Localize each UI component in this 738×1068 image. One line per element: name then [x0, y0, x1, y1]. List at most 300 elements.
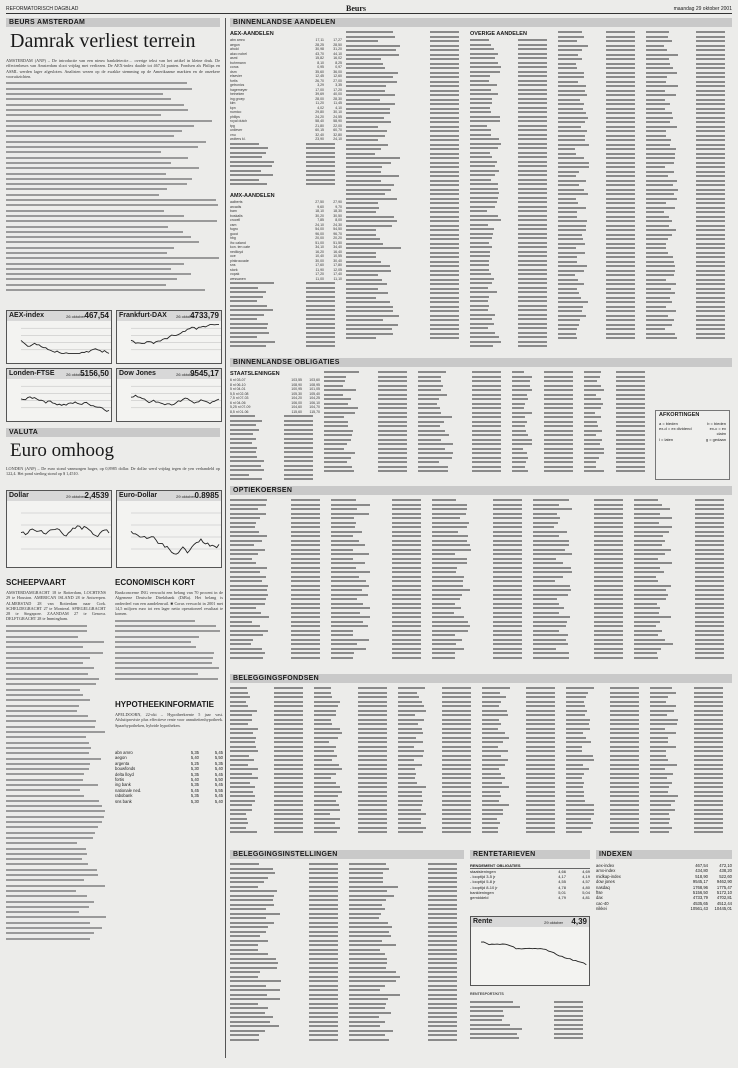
row-value: 23,90: [315, 137, 324, 141]
row-placeholder: [230, 830, 274, 835]
row-placeholder: [306, 344, 342, 349]
row-value: 4,66: [558, 869, 566, 874]
text-line: [6, 662, 83, 664]
row-value: 4,55: [558, 879, 566, 885]
row-placeholder: [309, 1038, 345, 1043]
rendement-sub: RENDEMENT OBLIGATIES: [470, 863, 590, 869]
row-value: 4,79: [558, 895, 566, 901]
data-column: [230, 862, 345, 1052]
row-value: 438,20: [719, 868, 732, 874]
row-value: 17,20: [315, 272, 324, 276]
row-value: 30,50: [333, 213, 342, 218]
row-value: 5,35: [214, 760, 223, 766]
row-label: bankleningen: [470, 889, 494, 895]
text-line: [6, 130, 182, 132]
text-line: [6, 157, 188, 159]
text-line: [6, 146, 198, 148]
row-label: pinkroccade: [230, 258, 249, 263]
row-value: 9545,17: [692, 879, 708, 885]
data-column: [398, 686, 478, 846]
beurs-article: [6, 58, 220, 305]
obligaties-header: BINNENLANDSE OBLIGATIES: [230, 358, 732, 367]
rente-chart-name: Rente: [473, 918, 493, 925]
text-line: [6, 98, 171, 100]
row-value: 58,90: [333, 119, 342, 123]
row-value: 8,10: [317, 60, 324, 65]
text-line: [6, 220, 217, 222]
text-line: [6, 188, 167, 190]
row-placeholder: [331, 656, 392, 661]
row-label: rabobank: [115, 793, 133, 799]
row-label: philips: [230, 114, 240, 119]
text-line: [6, 120, 212, 122]
row-value: 18,30: [333, 209, 342, 213]
scheepvaart-text: [6, 590, 106, 940]
text-line: [6, 747, 91, 749]
text-line: [6, 938, 90, 940]
row-value: 4733,79: [692, 895, 708, 901]
row-label: boskalis: [230, 213, 243, 218]
chart-name: Londen-FTSE: [9, 370, 55, 377]
row-label: cac-40: [596, 900, 609, 906]
text-line: [6, 826, 98, 828]
text-line: [6, 125, 194, 127]
text-line: [115, 667, 219, 669]
row-value: 5,50: [214, 777, 223, 783]
text-line: [115, 662, 212, 664]
row-label: kpn: [230, 105, 236, 110]
row-value: 4,69: [582, 869, 590, 874]
row-value: 105,30: [291, 391, 302, 396]
text-line: [6, 630, 87, 632]
text-line: [115, 646, 196, 648]
row-label: getronics: [230, 83, 245, 87]
text-line: [6, 241, 199, 243]
chart-header: [7, 311, 111, 321]
text-line: [6, 906, 89, 908]
text-line: [6, 226, 168, 228]
indexen-rows: [596, 863, 732, 912]
row-value: 36,00: [333, 69, 342, 74]
data-column: [558, 30, 642, 352]
row-value: 5,45: [190, 787, 199, 793]
row-value: 3,35: [335, 83, 342, 87]
row-placeholder: [558, 336, 606, 341]
row-value: 12,60: [333, 74, 342, 78]
text-line: [6, 763, 90, 765]
column-header: OVERIGE AANDELEN: [470, 31, 527, 37]
text-line: [6, 667, 94, 669]
row-value: 54,00: [315, 227, 324, 231]
row-label: 5,25 nl 07-09: [230, 405, 251, 409]
row-value: 24,55: [333, 114, 342, 119]
data-column: [230, 192, 342, 352]
row-value: 5,25: [190, 760, 199, 766]
row-value: 43,70: [315, 51, 324, 56]
row-value: 16,40: [333, 249, 342, 254]
row-value: 3,29: [317, 83, 324, 87]
row-value: 5,40: [214, 798, 223, 804]
chart-header: [117, 491, 221, 501]
row-value: 5,04: [582, 889, 590, 895]
row-label: gucci: [230, 231, 239, 236]
row-placeholder: [418, 469, 472, 474]
economisch-kort-text: [115, 590, 223, 685]
table-row: [230, 830, 310, 835]
row-label: a = bieden: [659, 421, 678, 426]
chart-date: 26 oktober: [176, 314, 195, 319]
row-value: 4512,44: [716, 900, 732, 906]
row-value: 24,10: [315, 222, 324, 227]
row-label: l = laten: [659, 436, 674, 442]
text-line: [6, 247, 174, 249]
row-label: nasdaq: [596, 884, 610, 890]
rente-line: [481, 942, 586, 965]
afkortingen-box: [655, 410, 730, 480]
text-line: [6, 715, 88, 717]
row-label: ing bank: [115, 782, 131, 788]
row-value: 5,45: [214, 793, 223, 799]
table-row: [230, 344, 342, 349]
data-column: [470, 30, 554, 352]
row-label: 5,5 nl 02-08: [230, 391, 249, 396]
row-value: 115,60: [291, 409, 302, 414]
valuta-article: LONDEN (ANP) – De euro stond vanmorgen hoger, op 0,8985 dollar. De dollar werd vrijdag tegen de yen verhandeld op 122,4. Het pond sterling stond op $ 1,4510.: [6, 466, 220, 477]
data-column: [230, 370, 320, 482]
table-row: [230, 656, 327, 661]
row-value: 11,45: [333, 101, 342, 105]
row-value: 7,85: [317, 218, 324, 222]
chart-line: [131, 395, 219, 405]
table-row: [512, 469, 580, 474]
text-line: [6, 268, 171, 270]
row-value: 11,90: [315, 267, 324, 272]
table-row: [558, 336, 642, 341]
row-label: arcadis: [230, 204, 242, 209]
rente-chart: [470, 916, 590, 986]
row-placeholder: [428, 1038, 464, 1043]
row-label: 8 nl 06-10: [230, 382, 246, 387]
row-label: wessanen: [230, 276, 246, 281]
text-line: [6, 183, 187, 185]
row-label: hagemeyer: [230, 87, 248, 92]
text-line: [6, 194, 159, 196]
text-line: [6, 810, 105, 812]
row-placeholder: [284, 477, 320, 482]
row-value: 108,95: [309, 382, 320, 387]
chart-header: [117, 311, 221, 321]
chart-date: 26 oktober: [66, 372, 85, 377]
row-value: 24,20: [315, 114, 324, 119]
chart-line: [131, 325, 219, 344]
row-label: numico: [230, 110, 242, 114]
row-label: argenta: [115, 760, 130, 766]
text-line: [6, 874, 98, 876]
row-value: 100,95: [291, 387, 302, 391]
indexen-table: [596, 863, 732, 1053]
text-line: [6, 252, 167, 254]
valuta-header: VALUTA: [6, 428, 220, 437]
row-label: wolters kl.: [230, 137, 246, 141]
row-value: 51,00: [315, 240, 324, 245]
text-line: [6, 215, 184, 217]
row-label: vnu: [230, 132, 236, 137]
rentetarieven-header: RENTETARIEVEN: [470, 850, 590, 859]
text-line: [6, 167, 199, 169]
beleggingsfondsen-header: BELEGGINGSFONDSEN: [230, 674, 732, 683]
row-label: crucell: [230, 218, 241, 222]
row-value: g = gedaan: [705, 436, 726, 442]
row-placeholder: [696, 336, 732, 341]
rendement-table: [470, 863, 590, 913]
text-line: [6, 284, 166, 286]
row-value: 24,30: [333, 222, 342, 227]
rente-plot: [471, 927, 589, 985]
row-placeholder: [650, 830, 694, 835]
row-value: 518,90: [695, 873, 708, 879]
scheepvaart-filler: [6, 625, 106, 940]
newspaper-name: REFORMATORISCH DAGBLAD: [6, 6, 79, 12]
row-value: 60,70: [333, 128, 342, 132]
row-label: ing groep: [230, 96, 245, 101]
row-placeholder: [274, 830, 310, 835]
row-value: 17,60: [315, 263, 324, 267]
row-value: 34,40: [333, 245, 342, 249]
rente-chart-value: 4,39: [571, 917, 587, 926]
text-line: [6, 842, 77, 844]
text-line: [6, 694, 83, 696]
row-value: 108,90: [291, 382, 302, 387]
data-column: [432, 498, 529, 670]
row-value: 18,10: [315, 209, 324, 213]
chart-name: Euro-Dollar: [119, 492, 158, 499]
text-line: [115, 657, 213, 659]
beurs-headline: Damrak verliest terrein: [10, 30, 196, 52]
chart-plot: [7, 379, 113, 415]
row-value: 96,00: [315, 231, 324, 236]
row-value: 5,35: [190, 793, 199, 799]
row-value: 434,80: [695, 868, 708, 874]
row-placeholder: [392, 656, 428, 661]
afkortingen-rows: [656, 419, 729, 444]
text-line: [6, 805, 102, 807]
row-value: 27,00: [333, 78, 342, 83]
row-label: ahold: [230, 47, 239, 51]
row-value: 4,78: [558, 884, 566, 890]
row-label: 8,5 nl 01-06: [230, 409, 249, 414]
row-value: 103,55: [291, 378, 302, 382]
row-label: staatsleningen: [470, 869, 496, 874]
row-value: 0,95: [317, 65, 324, 69]
table-row: [584, 469, 652, 474]
row-placeholder: [554, 1036, 590, 1041]
chart-line: [21, 526, 109, 537]
row-label: royal dutch: [230, 119, 248, 123]
row-value: 104,60: [291, 405, 302, 409]
chart-plot: [117, 501, 223, 561]
text-line: [6, 162, 171, 164]
row-value: 5,45: [214, 750, 223, 755]
text-line: [6, 768, 89, 770]
row-value: 4,57: [582, 879, 590, 885]
chart-line: [131, 531, 219, 554]
text-line: [6, 726, 95, 728]
row-label: gemiddeld: [470, 895, 489, 901]
text-line: [6, 779, 83, 781]
row-label: oce: [230, 254, 236, 258]
row-value: 5172,10: [716, 890, 732, 896]
index-chart: [116, 368, 222, 422]
text-line: [6, 752, 89, 754]
row-label: aegon: [230, 42, 240, 47]
row-value: 15,82: [315, 56, 324, 60]
row-value: 22,00: [333, 123, 342, 128]
row-value: 5,30: [190, 766, 199, 772]
chart-name: Frankfurt-DAX: [119, 312, 167, 319]
row-value: 8,25: [335, 60, 342, 65]
row-value: 5,35: [190, 750, 199, 755]
row-label: 6 nl 04-06: [230, 400, 246, 405]
row-placeholder: [482, 830, 526, 835]
data-column: [646, 30, 732, 352]
row-value: 96,70: [333, 231, 342, 236]
row-value: 103,60: [309, 378, 320, 382]
data-column: [634, 498, 731, 670]
row-value: 17,11: [315, 38, 324, 42]
text-line: [6, 231, 183, 233]
table-row: [432, 656, 529, 661]
chart-name: Dow Jones: [119, 370, 156, 377]
table-row: [115, 799, 223, 804]
row-value: 44,10: [333, 51, 342, 56]
text-line: [6, 795, 84, 797]
column-header: STAATSLENINGEN: [230, 371, 280, 377]
row-label: nedlloyd: [230, 249, 244, 254]
text-line: [6, 800, 99, 802]
index-chart: [116, 490, 222, 568]
text-line: [6, 705, 79, 707]
row-label: 6 nl 03-07: [230, 378, 246, 382]
chart-name: AEX-index: [9, 312, 45, 319]
row-label: asml: [230, 56, 238, 60]
chart-date: 29 oktober: [66, 494, 85, 499]
row-label: csm: [230, 222, 237, 227]
chart-date: 26 oktober: [176, 372, 195, 377]
row-value: 1775,47: [716, 884, 732, 890]
row-placeholder: [324, 469, 378, 474]
text-line: [6, 736, 86, 738]
row-value: 16,20: [315, 249, 324, 254]
row-label: amx-index: [596, 868, 616, 874]
row-value: 467,54: [695, 863, 708, 868]
row-value: 4,02: [317, 105, 324, 110]
row-value: 5,01: [558, 889, 566, 895]
issue-date: maandag 29 oktober 2001: [673, 6, 732, 12]
chart-plot: [7, 321, 113, 357]
row-value: 12,05: [333, 267, 342, 272]
row-placeholder: [634, 656, 695, 661]
economisch-kort-header: ECONOMISCH KORT: [115, 578, 195, 587]
row-value: 31,20: [333, 47, 342, 51]
text-line: [115, 630, 220, 632]
row-value: 21,80: [315, 123, 324, 128]
row-placeholder: [358, 830, 394, 835]
row-label: aalberts: [230, 200, 243, 204]
row-label: fugro: [230, 227, 238, 231]
text-line: [6, 236, 191, 238]
row-value: 4702,81: [716, 895, 732, 901]
row-value: 29,80: [315, 110, 324, 114]
table-row: [331, 656, 428, 661]
chart-header: [7, 491, 111, 501]
text-line: [6, 832, 95, 834]
text-line: [6, 742, 89, 744]
index-chart: [6, 490, 112, 568]
text-line: [115, 625, 216, 627]
row-label: aex-index: [596, 863, 615, 868]
chart-plot: [117, 379, 223, 415]
chart-date: 29 oktober: [176, 494, 195, 499]
row-label: dow jones: [596, 879, 615, 885]
table-row: [659, 426, 726, 436]
row-value: 9,70: [335, 204, 342, 209]
row-placeholder: [230, 344, 306, 349]
table-row: [470, 895, 590, 900]
text-line: [6, 646, 83, 648]
row-label: abn amro: [115, 750, 133, 755]
row-value: 30,40: [333, 258, 342, 263]
text-line: [6, 657, 90, 659]
column-header: AEX-AANDELEN: [230, 31, 274, 37]
table-row: [230, 182, 342, 187]
row-value: 10561,43: [690, 906, 708, 912]
data-column: [346, 30, 466, 352]
text-line: [6, 673, 88, 675]
text-line: [6, 837, 93, 839]
chart-value: 4733,79: [190, 311, 219, 320]
row-label: abn amro: [230, 38, 245, 42]
beurs-article-filler: [6, 82, 220, 291]
table-row: [418, 469, 508, 474]
row-label: vopak: [230, 272, 240, 276]
text-line: [6, 916, 106, 918]
hypotheek-table: [115, 750, 223, 940]
row-value: b = bieden: [707, 421, 726, 426]
row-value: 28,25: [315, 42, 324, 47]
row-value: 522,60: [719, 873, 732, 879]
row-label: buhrmann: [230, 60, 246, 65]
chart-value: 5156,50: [80, 369, 109, 378]
row-placeholder: [512, 469, 544, 474]
chart-header: [117, 369, 221, 379]
table-row: [230, 1038, 345, 1043]
text-line: [6, 853, 87, 855]
text-line: [6, 173, 166, 175]
table-row: [533, 656, 630, 661]
row-placeholder: [306, 182, 342, 187]
row-value: 30,98: [315, 47, 324, 51]
row-placeholder: [230, 1038, 309, 1043]
row-value: 20,00: [315, 236, 324, 240]
data-column: [230, 30, 342, 190]
text-line: [6, 636, 78, 638]
text-line: [6, 848, 86, 850]
row-label: hbg: [230, 236, 236, 240]
row-placeholder: [610, 830, 646, 835]
afkortingen-title: AFKORTINGEN: [659, 412, 700, 418]
row-placeholder: [230, 477, 284, 482]
chart-value: 467,54: [84, 311, 109, 320]
